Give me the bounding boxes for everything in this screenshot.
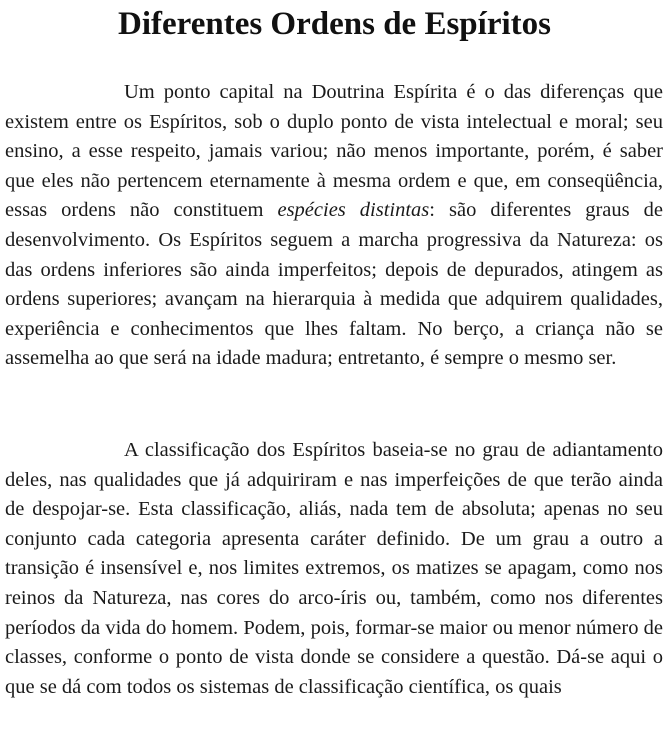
page-title: Diferentes Ordens de Espíritos xyxy=(118,6,551,42)
paragraph-1-text-start: Um ponto capital na Doutrina Espírita é o das diferenças que existem entre os Espíritos, sob o duplo ponto de vista intelectual e moral; seu ensino, a esse respeito, jamais variou; não menos importante, porém, é saber que eles não pertencem eternamente à mesma ordem e que, em conseqüência, essas ordens não constituem xyxy=(5,81,663,222)
paragraph-1 xyxy=(5,78,663,374)
paragraph-2: A classificação dos Espíritos baseia-se no grau de adiantamento deles, nas qualidades que já adquiriram e nas imperfeições de que terão ainda de despojar-se. Esta classificação, aliás, nada tem de absoluta; apenas no seu conjunto cada categoria apresenta caráter definido. De um grau a outro a transição é insensível e, nos limites extremos, os matizes se apagam, como nos reinos da Natureza, nas cores do arco-íris ou, também, como nos diferentes períodos da vida do homem. Podem, pois, formar-se maior ou menor número de classes, conforme o ponto de vista donde se considere a questão. Dá-se aqui o que se dá com todos os sistemas de classificação científica, os quais xyxy=(5,439,663,698)
paragraph-1-italic-term: espécies distintas xyxy=(277,199,430,222)
paragraph-1-text-end: : são diferentes graus de desenvolvimento. Os Espíritos seguem a marcha progressiva da Natureza: os das ordens inferiores são ainda imperfeitos; depois de depurados, atingem as ordens superiores; avançam na hierarquia à medida que adquirem qualidades, experiência e conhecimentos que lhes faltam. No berço, a criança não se assemelha ao que será na idade madura; entretanto, é sempre o mesmo ser. xyxy=(5,199,664,370)
